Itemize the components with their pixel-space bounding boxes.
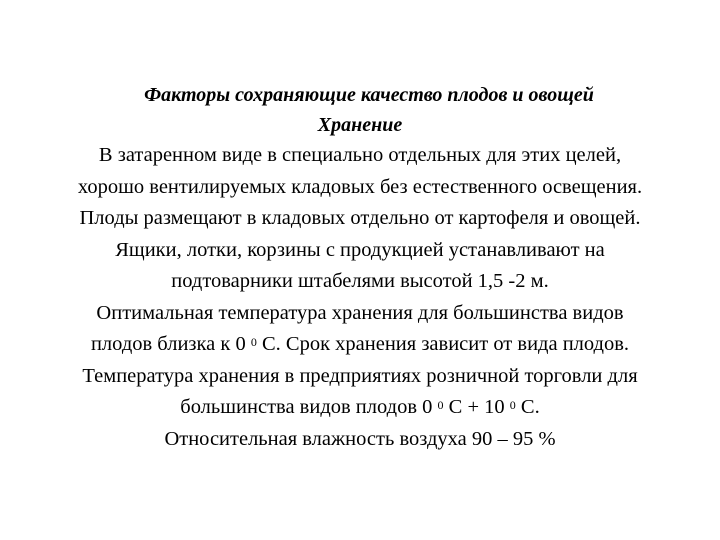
body-line-5: подтоварники штабелями высотой 1,5 -2 м. bbox=[171, 270, 549, 292]
degree-superscript: 0 bbox=[437, 398, 444, 412]
body-line-9-mid: С + 10 bbox=[443, 396, 510, 418]
body-line-6: Оптимальная температура хранения для большинства видов bbox=[96, 301, 624, 324]
degree-superscript: 0 bbox=[509, 398, 516, 412]
body-line-3: Плоды размещают в кладовых отдельно от картофеля и овощей. bbox=[79, 207, 641, 229]
body-line-7 bbox=[10, 329, 710, 361]
body-line-2: хорошо вентилируемых кладовых без естественного освещения. bbox=[77, 175, 643, 198]
body-line-9-post: С. bbox=[515, 396, 540, 418]
body-line-1: В затаренном виде в специально отдельных для этих целей, bbox=[98, 144, 622, 166]
body-line-9-pre: большинства видов плодов 0 bbox=[180, 396, 438, 418]
body-line-7-post: С. Срок хранения зависит от вида плодов. bbox=[256, 333, 630, 355]
slide-content bbox=[10, 80, 710, 455]
body-line-10: Относительная влажность воздуха 90 – 95 % bbox=[164, 427, 556, 450]
body-line-4: Ящики, лотки, корзины с продукцией устанавливают на bbox=[115, 238, 605, 261]
slide-title: Факторы сохраняющие качество плодов и овощей bbox=[144, 84, 594, 106]
body-line-9 bbox=[10, 392, 710, 424]
body-line-8: Температура хранения в предприятиях розничной торговли для bbox=[82, 364, 638, 387]
body-line-7-pre: плодов близка к 0 bbox=[90, 333, 251, 355]
degree-superscript: 0 bbox=[250, 335, 257, 349]
slide-subtitle: Хранение bbox=[317, 114, 403, 136]
